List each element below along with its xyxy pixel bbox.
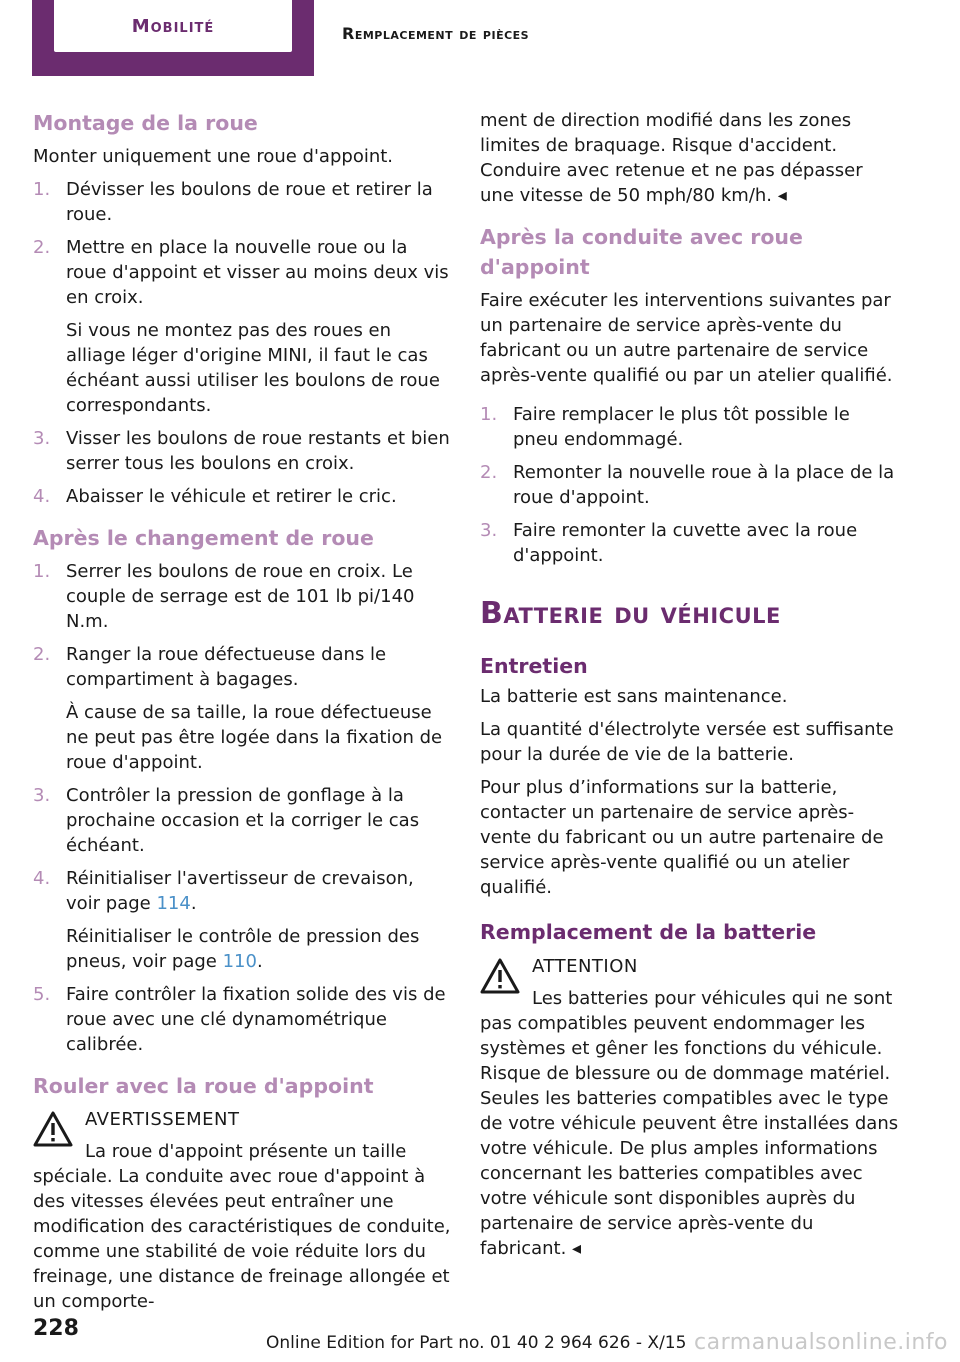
apres-steps [33,559,453,1057]
step-number: 2. [33,237,51,258]
page-link-114[interactable]: 114 [156,893,191,914]
heading-remplacement-batterie: Remplacement de la batterie [480,920,817,944]
entretien-p2: La quantité d'électrolyte versée est suffisante pour la durée de vie de la batterie. [480,719,894,765]
chapter-tab-label: Mobilité [131,15,215,37]
list-item [480,518,900,568]
step-number: 2. [480,462,498,483]
warning-block [33,1107,453,1314]
step-number: 3. [480,520,498,541]
step-number: 1. [480,404,498,425]
warning-continuation: ment de direction modifié dans les zones limites de braquage. Risque d'accident. Conduire avec retenue et ne pas dépasser une vitesse de 50 mph/80 km/h. ◂ [480,110,863,206]
footer-edition: Online Edition for Part no. 01 40 2 964 626 - X/15 [266,1333,687,1353]
attention-text: Les batteries pour véhicules qui ne sont pas compatibles peuvent endommager les systèmes et gêner les fonctions du véhicule. Risque de blessure ou de dommage matériel. Seules les batteries compatibles avec le type de votre véhicule peuvent être installées dans votre véhicule. De plus amples informations concernant les batteries compatibles avec votre véhicule sont disponibles auprès du partenaire de service après-vente du fabricant. ◂ [480,988,899,1259]
step-text: Réinitialiser l'avertisseur de crevaison, voir page [66,868,414,914]
step-number: 3. [33,785,51,806]
apres-conduite-intro: Faire exécuter les interventions suivantes par un partenaire de service après-vente du fabricant ou un autre partenaire de service après-vente qualifié ou par un atelier qualifié. [480,290,893,386]
list-item [33,559,453,634]
montage-steps [33,177,453,509]
step-number: 4. [33,486,51,507]
warning-icon [33,1111,73,1147]
step-text: Remonter la nouvelle roue à la place de la roue d'appoint. [513,462,895,508]
list-item [33,484,453,509]
period: . [190,893,197,914]
heading-batterie: Batterie du véhicule [480,596,781,631]
list-item [33,866,453,974]
step-note-text: Réinitialiser le contrôle de pression des pneus, voir page [66,926,420,972]
step-text: Visser les boulons de roue restants et bien serrer tous les boulons en croix. [66,428,450,474]
step-number: 5. [33,984,51,1005]
step-text: Dévisser les boulons de roue et retirer la roue. [66,179,433,225]
list-item [33,982,453,1057]
step-text: Serrer les boulons de roue en croix. Le couple de serrage est de 101 lb pi/140 N.m. [66,561,415,632]
step-text: Mettre en place la nouvelle roue ou la roue d'appoint et visser au moins deux vis en croix. [66,237,449,308]
page-link-110[interactable]: 110 [222,951,257,972]
chapter-tab [32,0,314,76]
watermark: carmanualsonline.info [694,1330,948,1355]
list-item [480,460,900,510]
list-item [33,177,453,227]
step-text: Faire contrôler la fixation solide des vis de roue avec une clé dynamométrique calibrée. [66,984,446,1055]
right-column [480,108,900,1269]
heading-entretien: Entretien [480,654,588,678]
step-note [66,924,453,974]
list-item [33,783,453,858]
apres-conduite-steps [480,402,900,568]
chapter-tab-inner [54,0,292,52]
step-number: 3. [33,428,51,449]
warning-text: La roue d'appoint présente un taille spéciale. La conduite avec roue d'appoint à des vitesses élevées peut entraîner une modification des caractéristiques de conduite, comme une stabilité de voie réduite lors du freinage, une distance de freinage allongée et un comporte- [33,1141,451,1312]
attention-block [480,954,900,1261]
entretien-p3: Pour plus d’informations sur la batterie, contacter un partenaire de service après-vente du fabricant ou un autre partenaire de service après-vente qualifié ou un atelier qualifié. [480,777,884,898]
section-title: Remplacement de pièces [342,24,530,43]
period: . [256,951,263,972]
page-number: 228 [33,1316,79,1341]
step-text: Faire remplacer le plus tôt possible le pneu endommagé. [513,404,850,450]
list-item [33,426,453,476]
attention-title: ATTENTION [532,956,638,977]
heading-apres-conduite: Après la conduite avec roue d'appoint [480,225,803,279]
step-text: Faire remonter la cuvette avec la roue d'appoint. [513,520,858,566]
entretien-p1: La batterie est sans maintenance. [480,686,788,707]
warning-title: AVERTISSEMENT [85,1109,240,1130]
step-number: 2. [33,644,51,665]
warning-icon [480,958,520,994]
heading-apres-changement: Après le changement de roue [33,526,374,550]
montage-intro: Monter uniquement une roue d'appoint. [33,146,394,167]
step-text: Ranger la roue défectueuse dans le compartiment à bagages. [66,644,387,690]
list-item [33,642,453,775]
step-number: 1. [33,179,51,200]
list-item [480,402,900,452]
heading-rouler: Rouler avec la roue d'appoint [33,1074,374,1098]
step-text: Contrôler la pression de gonflage à la prochaine occasion et la corriger le cas échéant. [66,785,420,856]
left-column [33,108,453,1322]
step-note: À cause de sa taille, la roue défectueuse ne peut pas être logée dans la fixation de roue d'appoint. [66,702,443,773]
heading-montage: Montage de la roue [33,111,258,135]
step-number: 1. [33,561,51,582]
step-note: Si vous ne montez pas des roues en alliage léger d'origine MINI, il faut le cas échéant aussi utiliser les boulons de roue correspondants. [66,320,440,416]
step-number: 4. [33,868,51,889]
list-item [33,235,453,418]
step-text: Abaisser le véhicule et retirer le cric. [66,486,397,507]
